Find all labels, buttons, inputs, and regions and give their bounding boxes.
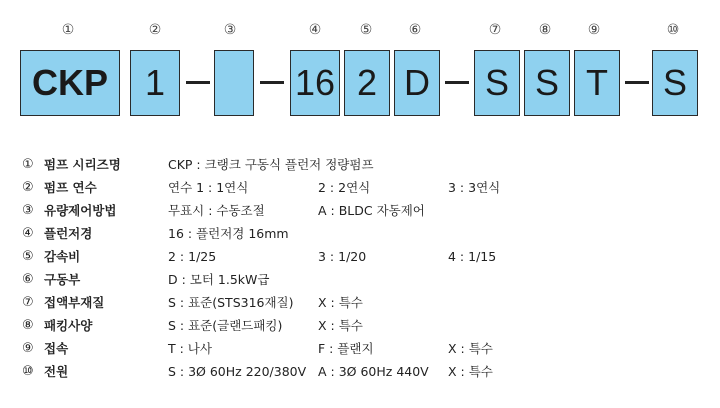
spec-row-pump-count [0, 177, 720, 199]
separator-dash [625, 81, 649, 84]
spec-number: ⑨ [22, 341, 34, 356]
spec-option: F : 플랜지 [318, 341, 374, 356]
model-box-flow-control [214, 50, 254, 116]
model-box-wetted-material: S [474, 50, 520, 116]
spec-option: CKP : 크랭크 구동식 플런저 정량펌프 [168, 157, 374, 172]
separator-dash [186, 81, 210, 84]
spec-option: T : 나사 [168, 341, 212, 356]
model-box-power: S [652, 50, 698, 116]
position-number-7: ⑦ [488, 22, 502, 38]
spec-option: 3 : 3연식 [448, 180, 501, 195]
spec-option: X : 특수 [318, 318, 363, 333]
spec-option: 2 : 1/25 [168, 249, 217, 264]
spec-row-plunger-diameter [0, 223, 720, 245]
spec-label: 플런저경 [44, 226, 93, 241]
spec-label: 패킹사양 [44, 318, 93, 333]
spec-row-drive [0, 269, 720, 291]
spec-option: 무표시 : 수동조절 [168, 203, 265, 218]
model-box-pump-count: 1 [130, 50, 180, 116]
spec-number: ⑧ [22, 318, 34, 333]
position-number-6: ⑥ [408, 22, 422, 38]
spec-number: ⑩ [22, 364, 34, 379]
spec-option: S : 표준(글랜드패킹) [168, 318, 283, 333]
position-number-8: ⑧ [538, 22, 552, 38]
separator-dash [260, 81, 284, 84]
spec-number: ③ [22, 203, 34, 218]
spec-row-wetted-material [0, 292, 720, 314]
spec-number: ① [22, 157, 34, 172]
position-number-1: ① [61, 22, 75, 38]
model-box-drive: D [394, 50, 440, 116]
spec-label: 감속비 [44, 249, 81, 264]
spec-option: 2 : 2연식 [318, 180, 371, 195]
spec-label: 유량제어방법 [44, 203, 117, 218]
spec-option: 연수 1 : 1연식 [168, 180, 249, 195]
spec-row-packing [0, 315, 720, 337]
spec-option: S : 3Ø 60Hz 220/380V [168, 364, 307, 379]
model-box-packing: S [524, 50, 570, 116]
position-number-4: ④ [308, 22, 322, 38]
model-box-connection: T [574, 50, 620, 116]
spec-row-power [0, 361, 720, 383]
spec-row-flow-control [0, 200, 720, 222]
spec-row-reduction-ratio [0, 246, 720, 268]
spec-option: A : 3Ø 60Hz 440V [318, 364, 429, 379]
spec-option: X : 특수 [448, 341, 493, 356]
model-box-reduction-ratio: 2 [344, 50, 390, 116]
spec-option: X : 특수 [318, 295, 363, 310]
spec-label: 전원 [44, 364, 69, 379]
spec-number: ⑦ [22, 295, 34, 310]
spec-option: D : 모터 1.5kW급 [168, 272, 270, 287]
spec-option: X : 특수 [448, 364, 493, 379]
spec-label: 펌프 연수 [44, 180, 97, 195]
spec-option: 4 : 1/15 [448, 249, 497, 264]
spec-number: ⑤ [22, 249, 34, 264]
position-number-3: ③ [223, 22, 237, 38]
spec-number: ② [22, 180, 34, 195]
spec-number: ⑥ [22, 272, 34, 287]
spec-label: 펌프 시리즈명 [44, 157, 121, 172]
spec-row-series [0, 154, 720, 176]
spec-label: 구동부 [44, 272, 81, 287]
spec-label: 접액부재질 [44, 295, 105, 310]
spec-option: 3 : 1/20 [318, 249, 367, 264]
position-number-5: ⑤ [359, 22, 373, 38]
model-box-series: CKP [20, 50, 120, 116]
spec-row-connection [0, 338, 720, 360]
position-number-9: ⑨ [587, 22, 601, 38]
spec-label: 접속 [44, 341, 69, 356]
spec-option: S : 표준(STS316재질) [168, 295, 294, 310]
separator-dash [445, 81, 469, 84]
spec-option: 16 : 플런저경 16mm [168, 226, 289, 241]
position-number-10: ⑩ [666, 22, 680, 38]
model-box-plunger-diameter: 16 [290, 50, 340, 116]
position-number-2: ② [148, 22, 162, 38]
spec-option: A : BLDC 자동제어 [318, 203, 425, 218]
spec-number: ④ [22, 226, 34, 241]
